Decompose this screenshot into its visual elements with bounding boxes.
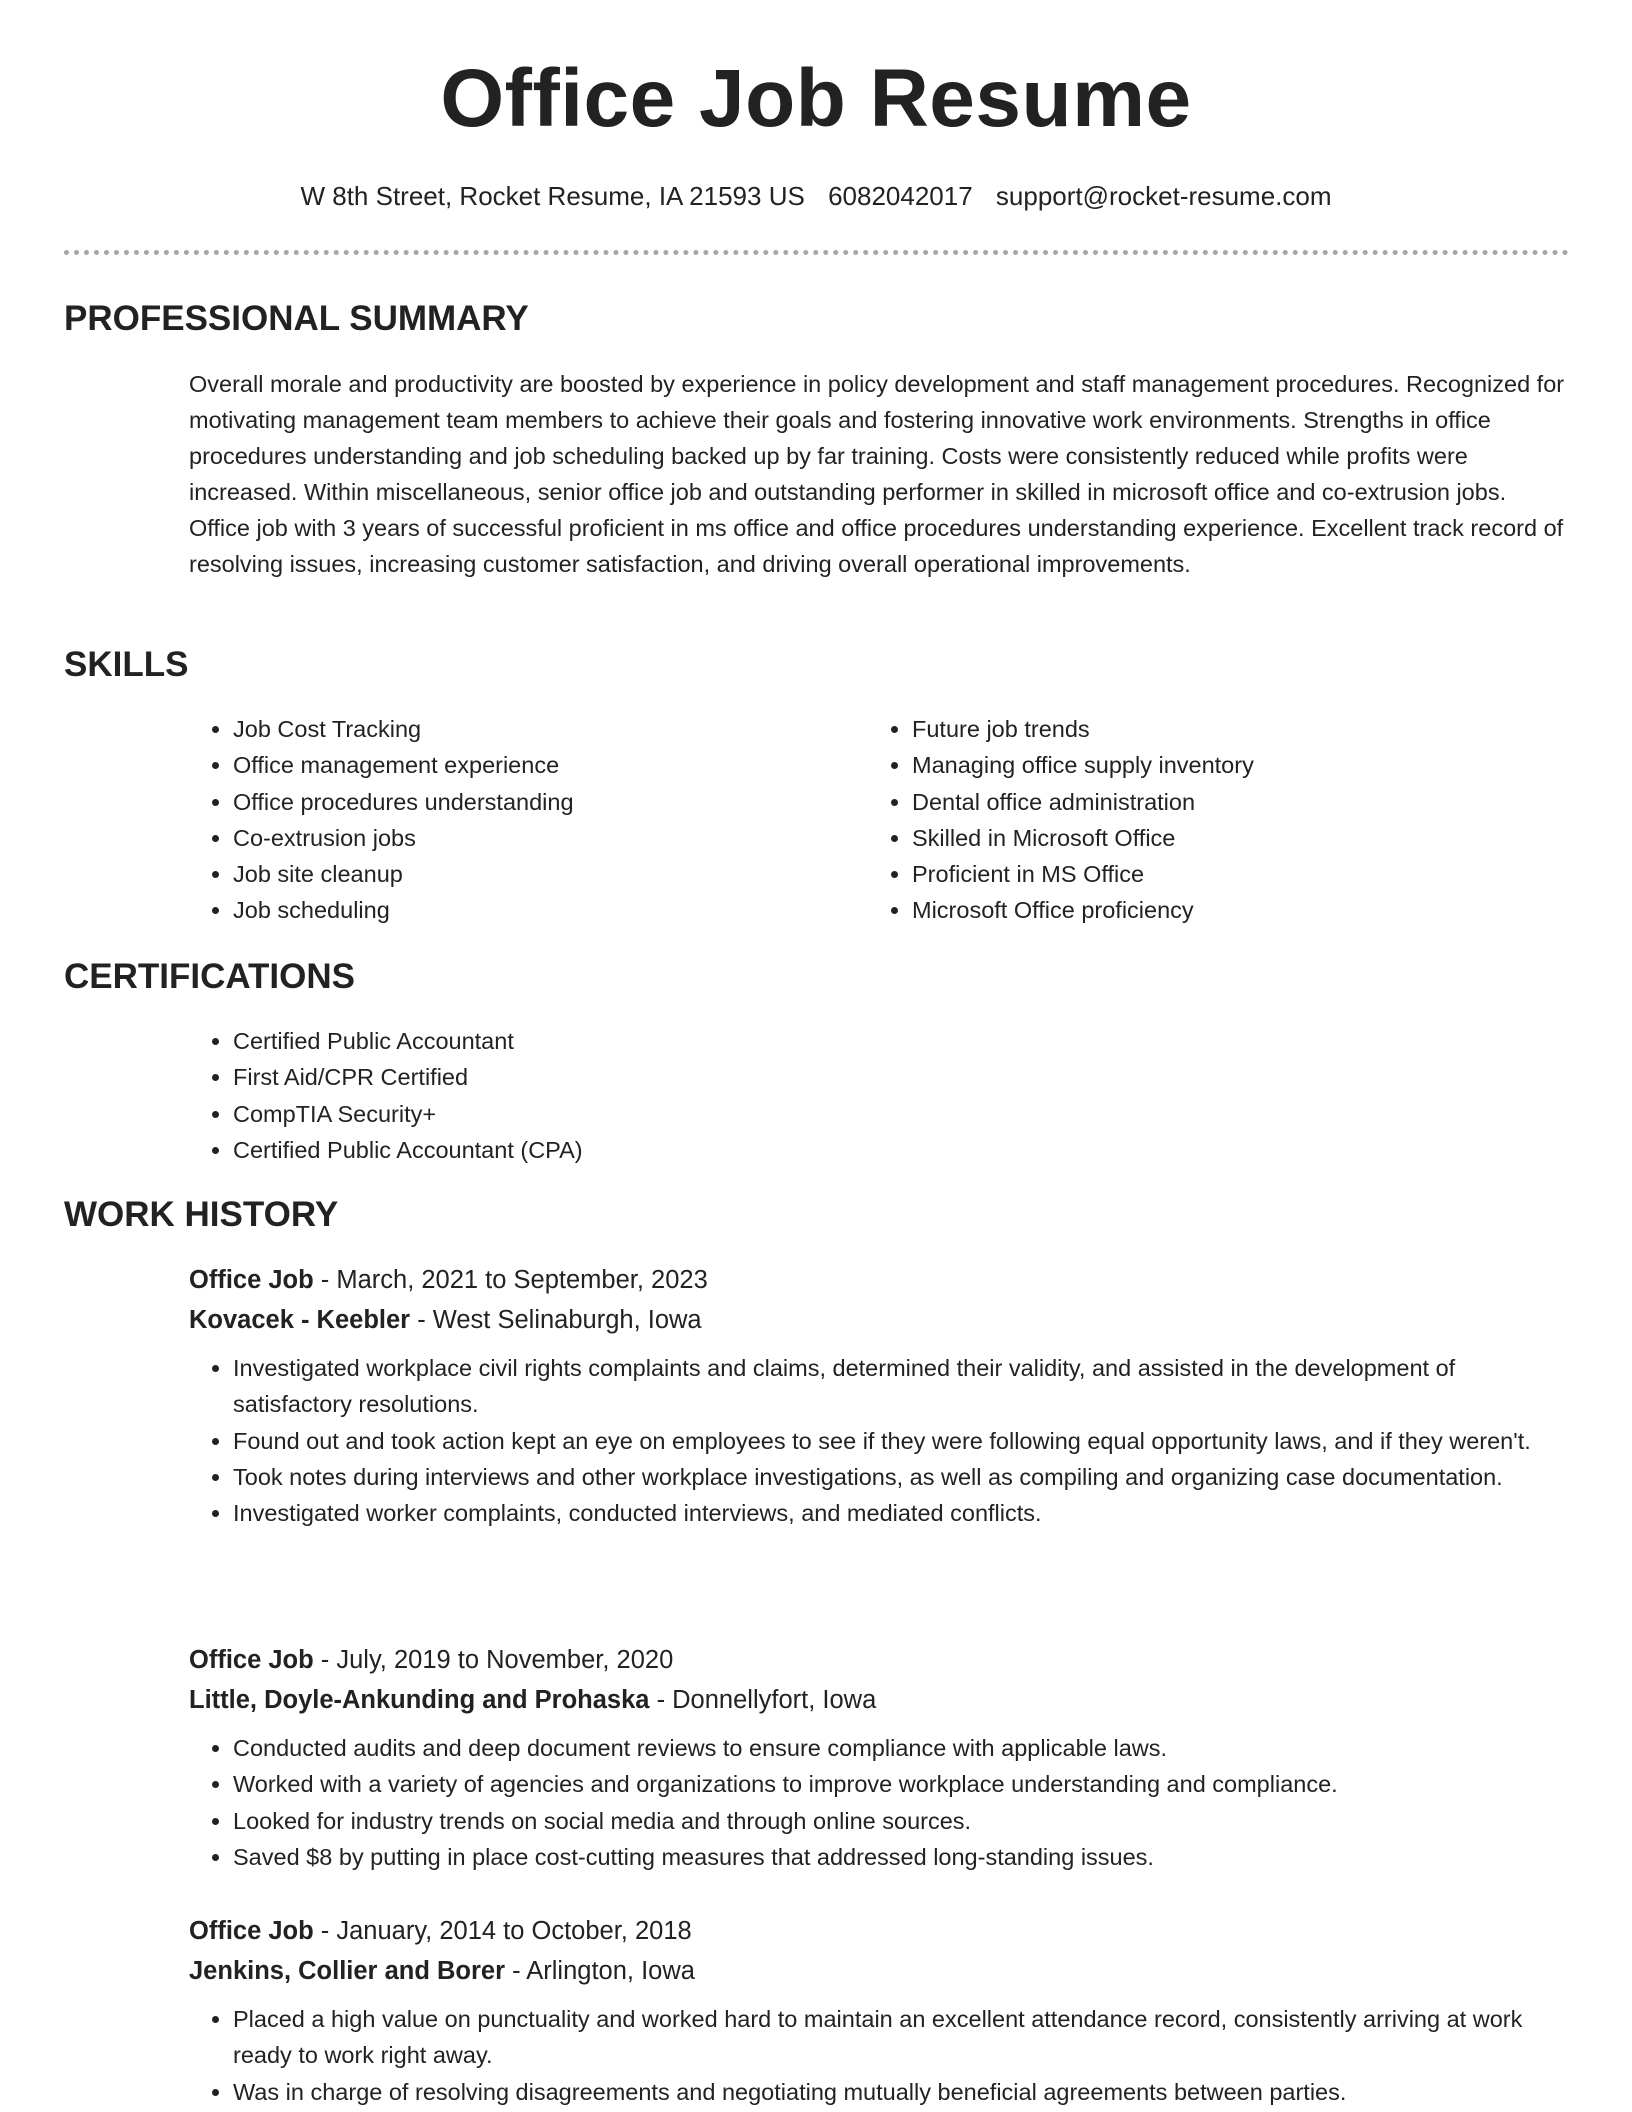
job-bullets (189, 2001, 1569, 2110)
job-title: Office Job (189, 1646, 314, 1674)
job-company: Little, Doyle-Ankunding and Prohaska (189, 1686, 650, 1714)
skill-item: • Proficient in MS Office (912, 856, 1568, 892)
job-dates: - January, 2014 to October, 2018 (313, 1917, 692, 1945)
job-bullet: • Investigated workplace civil rights complaints and claims, determined their validity, and assisted in the development of satisfactory resolutions. (233, 1350, 1569, 1423)
resume-title: Office Job Resume (440, 53, 1192, 144)
skill-item: • Job Cost Tracking (233, 711, 829, 747)
skills-column-1 (189, 711, 829, 929)
contact-phone: 6082042017 (828, 181, 973, 211)
job-bullet: • Investigated worker complaints, conducted interviews, and mediated conflicts. (233, 1495, 1569, 1531)
job-entry (189, 1640, 1569, 1875)
skills-heading: SKILLS (64, 645, 189, 684)
job-bullet: • Looked for industry trends on social media and through online sources. (233, 1803, 1569, 1839)
job-bullet: • Worked with a variety of agencies and organizations to improve workplace understanding and compliance. (233, 1766, 1569, 1802)
summary-text: Overall morale and productivity are boosted by experience in policy development and staff management procedures. Recognized for motivating management team members to achieve their goals and fostering innovative work environments. Strengths in office procedures understanding and job scheduling backed up by far training. Costs were consistently reduced while profits were increased. Within miscellaneous, senior office job and outstanding performer in skilled in microsoft office and co-extrusion jobs. Office job with 3 years of successful proficient in ms office and office procedures understanding experience. Excellent track record of resolving issues, increasing customer satisfaction, and driving overall operational improvements. (189, 371, 1565, 577)
skill-item: • Job scheduling (233, 892, 829, 928)
job-bullet: • Took notes during interviews and other workplace investigations, as well as compiling and organizing case documentation. (233, 1459, 1569, 1495)
certification-item: • Certified Public Accountant (CPA) (233, 1132, 1089, 1168)
skill-item: • Co-extrusion jobs (233, 820, 829, 856)
skill-item: • Microsoft Office proficiency (912, 892, 1568, 928)
job-dates: - July, 2019 to November, 2020 (313, 1646, 674, 1674)
certification-item: • Certified Public Accountant (233, 1023, 1089, 1059)
summary-heading: PROFESSIONAL SUMMARY (64, 299, 529, 338)
work-history-heading: WORK HISTORY (64, 1195, 339, 1234)
skill-item: • Office management experience (233, 747, 829, 783)
skill-item: • Managing office supply inventory (912, 747, 1568, 783)
job-bullet: • Found out and took action kept an eye on employees to see if they were following equal opportunity laws, and if they weren't. (233, 1423, 1569, 1459)
skills-column-2 (868, 711, 1568, 929)
job-company: Kovacek - Keebler (189, 1306, 411, 1334)
job-company: Jenkins, Collier and Borer (189, 1957, 506, 1985)
job-title: Office Job (189, 1917, 314, 1945)
job-dates: - March, 2021 to September, 2023 (313, 1266, 708, 1294)
skills-list-2 (868, 711, 1568, 929)
contact-email: support@rocket-resume.com (995, 181, 1332, 211)
job-title-line (189, 1260, 1569, 1300)
certifications-heading: CERTIFICATIONS (64, 957, 356, 996)
skill-item: • Skilled in Microsoft Office (912, 820, 1568, 856)
skill-item: • Job site cleanup (233, 856, 829, 892)
job-company-line (189, 1300, 1569, 1340)
job-title-line (189, 1640, 1569, 1680)
certification-item: • CompTIA Security+ (233, 1096, 1089, 1132)
skill-item: • Office procedures understanding (233, 784, 829, 820)
certifications-list (189, 1023, 1089, 1168)
job-location: - Donnellyfort, Iowa (649, 1686, 877, 1714)
job-company-line (189, 1680, 1569, 1720)
certification-item: • First Aid/CPR Certified (233, 1059, 1089, 1095)
job-entry (189, 1911, 1569, 2110)
skill-item: • Dental office administration (912, 784, 1568, 820)
job-location: - Arlington, Iowa (505, 1957, 695, 1985)
job-bullet: • Placed a high value on punctuality and worked hard to maintain an excellent attendance record, consistently arriving at work ready to work right away. (233, 2001, 1569, 2074)
job-bullets (189, 1350, 1569, 1531)
certifications-block (189, 1023, 1089, 1168)
job-company-line (189, 1951, 1569, 1991)
job-location: - West Selinaburgh, Iowa (410, 1306, 702, 1334)
job-bullet: • Was in charge of resolving disagreements and negotiating mutually beneficial agreements between parties. (233, 2074, 1569, 2110)
job-bullet: • Saved $8 by putting in place cost-cutting measures that addressed long-standing issues. (233, 1839, 1569, 1875)
skill-item: • Future job trends (912, 711, 1568, 747)
job-bullet: • Conducted audits and deep document reviews to ensure compliance with applicable laws. (233, 1730, 1569, 1766)
job-bullets (189, 1730, 1569, 1875)
contact-line (0, 180, 1632, 214)
header-divider (64, 250, 1569, 255)
skills-list-1 (189, 711, 829, 929)
job-entry (189, 1260, 1569, 1531)
job-title-line (189, 1911, 1569, 1951)
contact-address: W 8th Street, Rocket Resume, IA 21593 US (300, 181, 805, 211)
job-title: Office Job (189, 1266, 314, 1294)
